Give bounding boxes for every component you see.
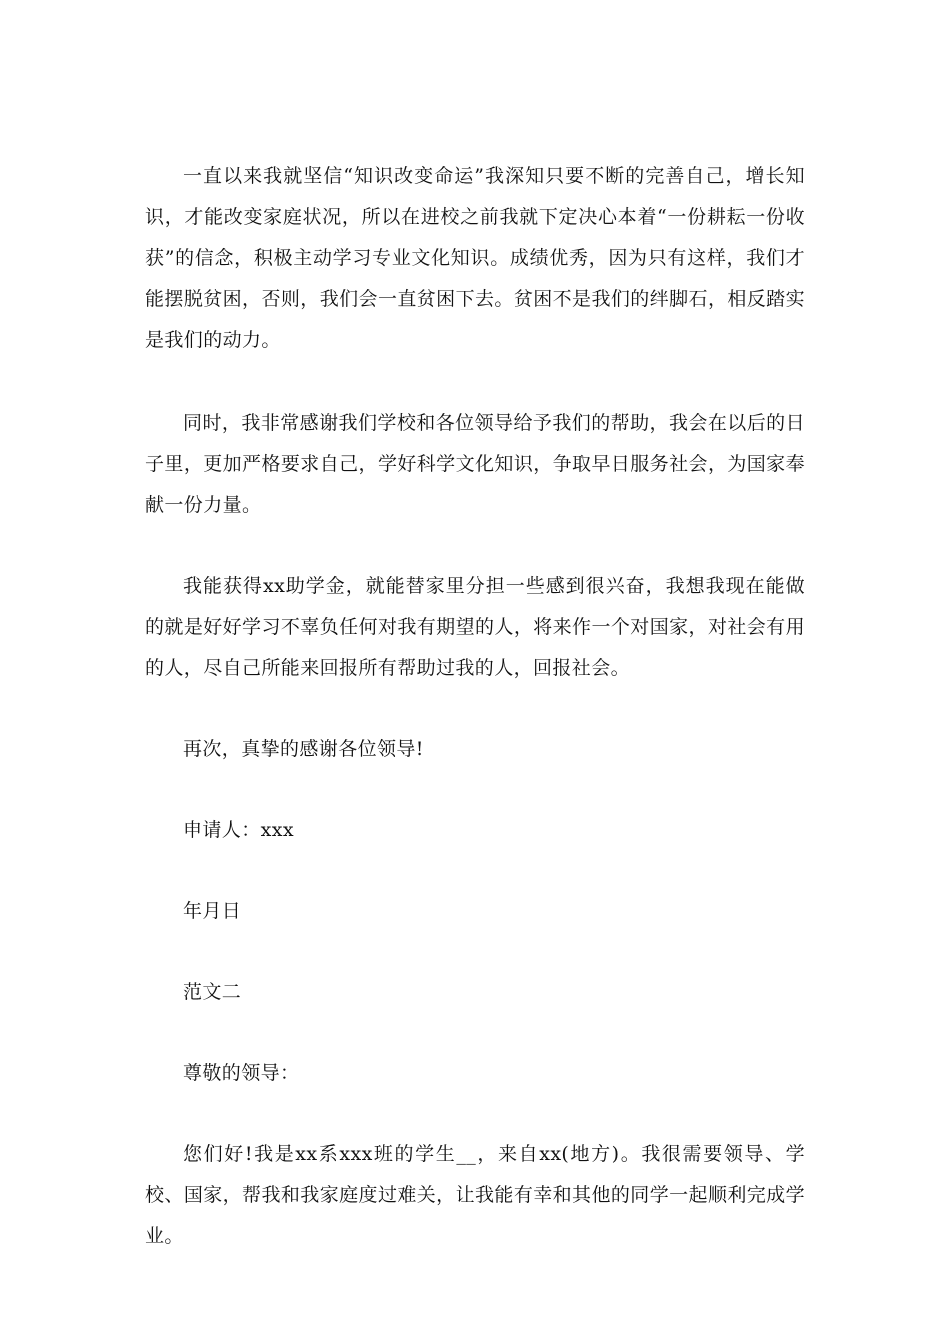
document-page bbox=[145, 156, 805, 1257]
section-title: 范文二 bbox=[183, 981, 242, 1003]
paragraph-knowledge: 一直以来我就坚信“知识改变命运”我深知只要不断的完善自己，增长知识，才能改变家庭状况，所以在进校之前我就下定决心本着“一份耕耘一份收获”的信念，积极主动学习专业文化知识。成绩优秀，因为只有这样，我们才能摆脱贫困，否则，我们会一直贫困下去。贫困不是我们的绊脚石，相反踏实是我们的动力。 bbox=[145, 165, 805, 351]
thanks-line: 再次，真挚的感谢各位领导! bbox=[183, 738, 424, 760]
date-line: 年月日 bbox=[183, 900, 242, 922]
paragraph-introduction: 您们好!我是xx系xxx班的学生__，来自xx(地方)。我很需要领导、学校、国家，帮我和我家庭度过难关，让我能有幸和其他的同学一起顺利完成学业。 bbox=[145, 1143, 805, 1247]
paragraph-scholarship: 我能获得xx助学金，就能替家里分担一些感到很兴奋，我想我现在能做的就是好好学习不辜负任何对我有期望的人，将来作一个对国家，对社会有用的人，尽自己所能来回报所有帮助过我的人，回报社会。 bbox=[145, 575, 805, 679]
salutation: 尊敬的领导： bbox=[183, 1062, 300, 1084]
paragraph-gratitude: 同时，我非常感谢我们学校和各位领导给予我们的帮助，我会在以后的日子里，更加严格要求自己，学好科学文化知识，争取早日服务社会，为国家奉献一份力量。 bbox=[145, 412, 805, 516]
applicant-line: 申请人：xxx bbox=[183, 819, 294, 841]
